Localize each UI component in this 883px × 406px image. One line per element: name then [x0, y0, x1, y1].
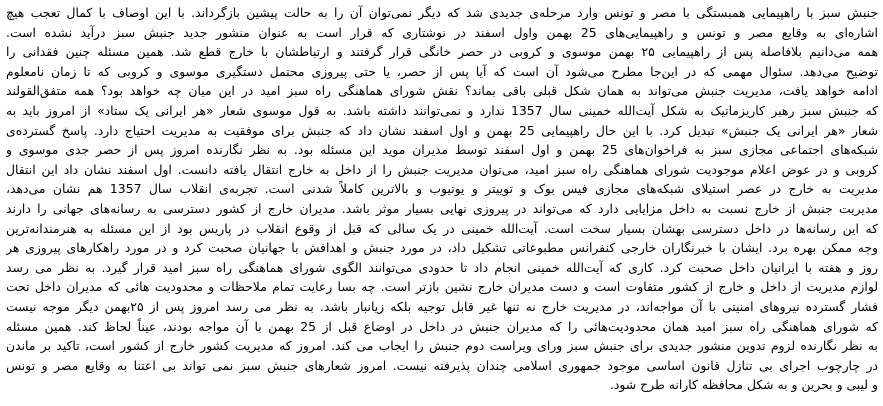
text-line: در چارچوب اجرای بی تنازل قانون اساسی موجود جمهوری اسلامی چندان پذیرفته نیست. امروز شعارهای جنبش سبز نمی تواند بی اعتنا به وقایع مصر و تونس	[6, 357, 878, 373]
text-line: مدیریت به خارج در عصر استیلای شبکه‌های مجازی فیس بوک و توییتر و یوتیوب و بالاترین کاملاً شدنی است. تجربه‌ی انقلاب سال 1357 هم نشان می‌دهد،	[6, 181, 878, 197]
text-line: که جنبش سبز رهبر کاریزماتیک به شکل آیت‌الله خمینی سال 1357 ندارد و نمی‌توانند داشته باشد. به قول موسوی شعار «هر ایرانی یک ستاد» از امروز باید به	[6, 102, 878, 118]
text-line: توضیح می‌دهد. سئوال مهمی که در این‌جا مطرح می‌شود آن است که آیا پس از حصر، یا حتی پیروزی محتمل دستگیری موسوی و کروبی که تا زمان نامعلوم	[6, 63, 878, 79]
text-line: وجه ممکن بهره برد. ایشان با خبرنگاران خارجی کنفرانس مطبوعاتی تشکیل داد، در مورد جنبش و اهدافش با جهانیان صحبت کرد و در مورد راهکارهای پیروزی هر	[6, 240, 878, 256]
text-line: کروبی و در عوض اعلام موجودیت شورای هماهنگی راه سبز امید، می‌توان مدیریت جنبش را از داخل به خارج انتقال یافته دانست. اول اسفند نشان داد این انتقال	[6, 161, 878, 177]
text-line: جنبش سبز با راهپیمایی همبستگی با مصر و تونس وارد مرحله‌ی جدیدی شد که دیگر نمی‌توان آن را به حالت پیشین بازگرداند. با این اوصاف با کمال تعجب هیچ	[6, 5, 878, 20]
text-line-last: و لیبی و بحرین و به شکل محافظه کارانه طرح شود.	[609, 377, 878, 393]
text-line: اشاره‌ای به وقایع مصر و تونس و راهپیمایی‌های 25 بهمن واول اسفند در نوشتاری که قرار است به عنوان منشور جدید جنبش سبز درآید نشده است.	[6, 24, 878, 40]
text-line: شعار «هر ایرانی یک جنبش» تبدیل کرد. با این حال راهپیمایی 25 بهمن و اول اسفند نشان داد که جنبش برای موفقیت به مدیریت احتیاج دارد. پاسخ گسترده‌ی	[6, 122, 878, 138]
text-line: ادامه خواهد یافت، مدیریت جنبش می‌تواند به همان شکل قبلی باقی بماند؟ نقش شورای هماهنگی راه سبز امید در این میان چه خواهد بود؟ همه متفق‌القولند	[6, 83, 878, 99]
text-line: همه می‌دانیم بلافاصله پس از راهپیمایی ۲۵ بهمن موسوی و کروبی در حصر خانگی قرار گرفتند و ارتباطشان با خارج قطع شد. همین مسئله چنین فقدانی را	[6, 44, 878, 60]
text-line: فشار گسترده نیروهای امنیتی با آن مواجه‌اند، در مدیریت خارج نه تنها غیر قابل توجیه بلکه زیانبار باشد. به نظر می رسد امروز پس از ۲۵بهمن دیگر موجه نیست	[6, 298, 878, 314]
text-line: که این رسانه‌ها در داخل دسترسی بهشان بسیار سخت است. آیت‌الله خمینی در یک سالی که قبل از وقوع انقلاب در پاریس بود از این مسئله به هنرمندانه‌ترین	[6, 220, 878, 236]
text-line: روز و هفته با ایرانیان داخل صحبت کرد. کاری که آیت‌الله خمینی انجام داد تا حدودی می‌توانند الگوی شورای هماهنگی راه سبز امید قرار گیرد. به نظر می رسد	[6, 259, 878, 275]
text-line: به نظر نگارنده لزوم تدوین منشور جدیدی برای جنبش سبز ورای ویراست دوم جنبش را ایجاب می کند. امروز که مدیریت کشور خارج از کشور است، تاکید بر ماندن	[6, 338, 878, 354]
text-line: که شورای هماهنگی راه سبز امید همان محدودیت‌هائی را که مدیران جنبش در داخل در اوضاع قبل از 25 بهمن با آن مواجه بودند، عیناً لحاظ کند. همین مسئله	[6, 318, 878, 334]
text-line: مدیریت جنبش از خارج نسبت به داخل مزایایی دارد که می‌تواند در پیروزی نهایی بسیار موثر باشد. مدیران خارج از کشور دسترسی به رسانه‌های جهانی را دارند	[6, 200, 878, 216]
text-line: شبکه‌های اجتماعی مجازی سبز به فراخوان‌های 25 بهمن و اول اسفند توسط مدیران موید این مسئله بود. به نظر نگارنده امروز پس از حصر جدی موسوی و	[6, 142, 878, 158]
text-line: لوازم مدیریت از داخل و خارج از کشور متفاوت است و دست مدیران خارج نشین بازتر است. چه بسا رعایت تمام ملاحظات و محدودیت هائی که مدیران داخل تحت	[6, 279, 878, 295]
